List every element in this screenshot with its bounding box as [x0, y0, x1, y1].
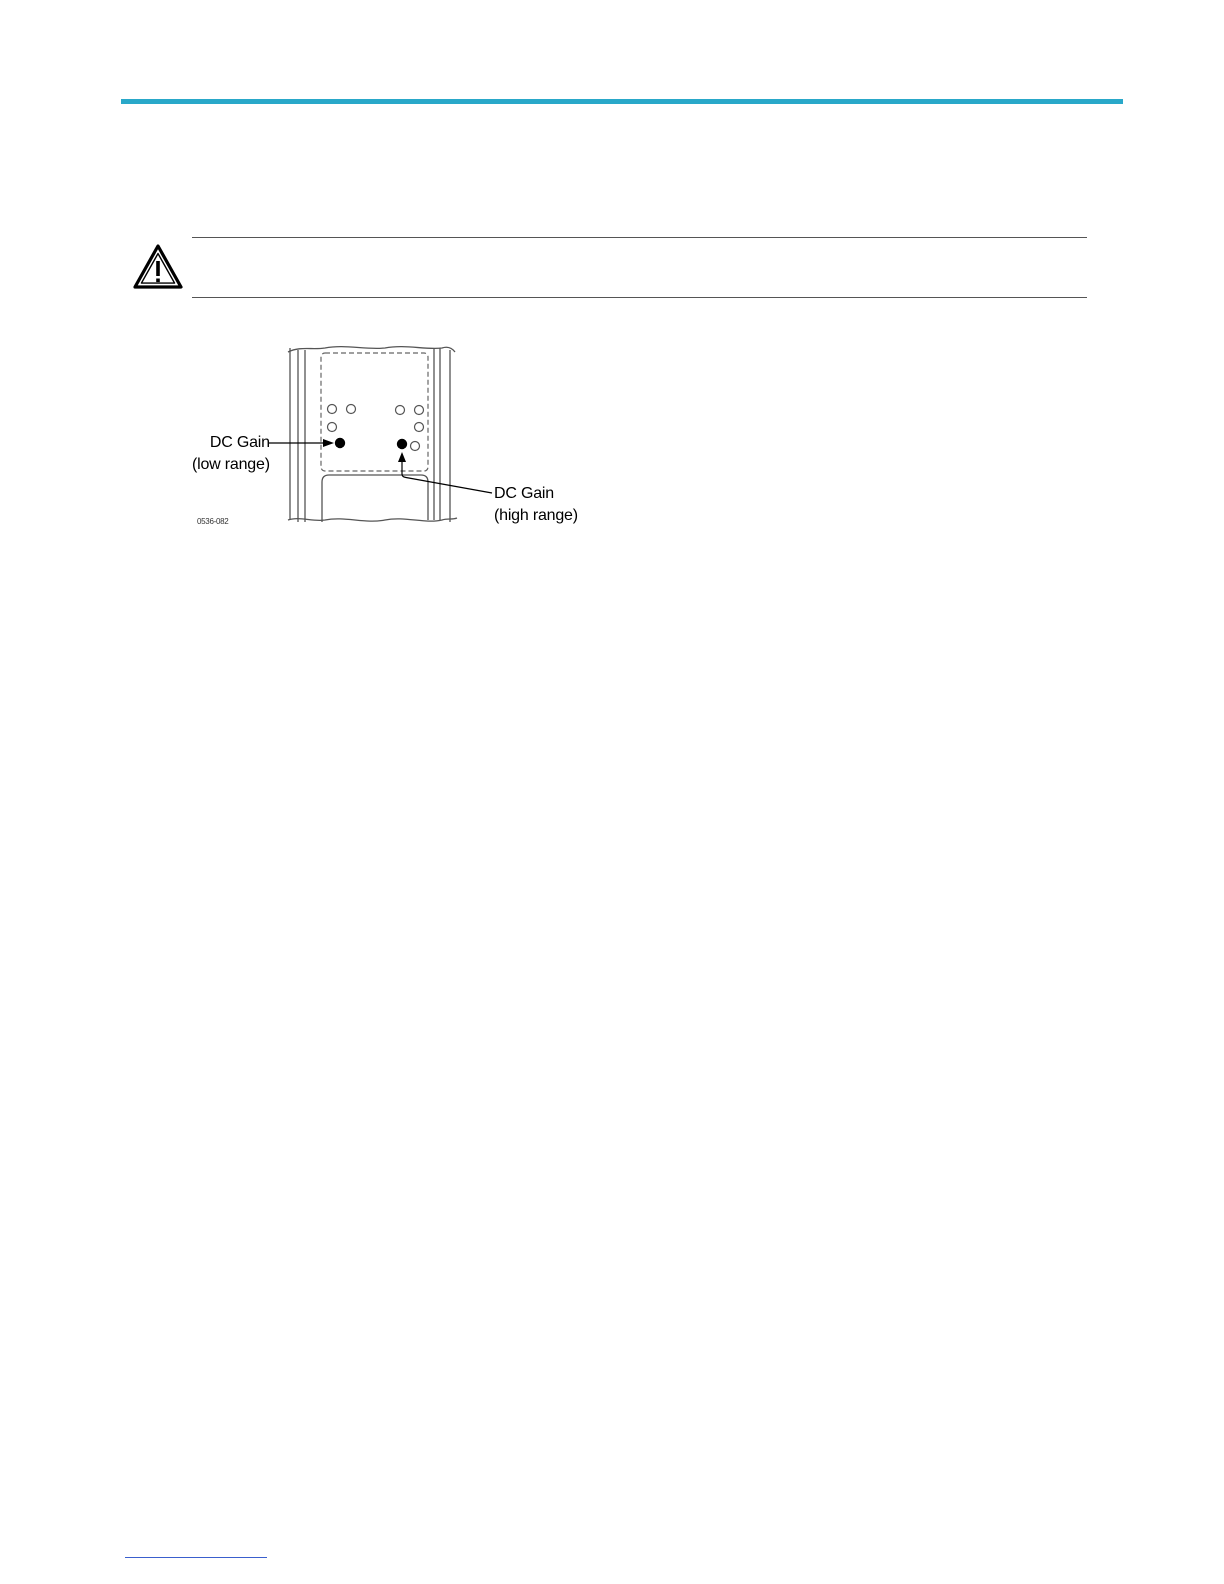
high-range-arrowhead	[398, 452, 406, 462]
header-rule	[121, 99, 1123, 104]
dc-gain-high-range-label	[494, 483, 578, 527]
dc-gain-high-line2: (high range)	[494, 507, 578, 524]
board-bottom-edge	[288, 518, 457, 521]
test-point	[328, 423, 337, 432]
low-range-arrowhead	[323, 439, 334, 447]
footer-link-underline[interactable]	[125, 1557, 267, 1558]
test-point	[328, 405, 337, 414]
caution-rule-bottom	[192, 297, 1087, 298]
caution-rule-top	[192, 237, 1087, 238]
dc-gain-high-range-pot	[397, 439, 407, 449]
test-point	[396, 406, 405, 415]
dc-gain-low-line1: DC Gain	[209, 434, 270, 451]
dc-gain-low-line2: (low range)	[192, 456, 270, 473]
test-point	[415, 406, 424, 415]
figure-code: 0536-082	[197, 517, 229, 526]
test-point	[347, 405, 356, 414]
test-point	[411, 442, 420, 451]
board-top-edge	[288, 347, 455, 352]
caution-triangle-icon	[132, 243, 184, 291]
dc-gain-low-range-label	[192, 432, 270, 476]
dc-gain-high-line1: DC Gain	[494, 485, 554, 502]
dc-gain-low-range-pot	[335, 438, 345, 448]
adjustment-area-outline	[321, 353, 428, 471]
high-range-leader	[402, 461, 492, 493]
test-point	[415, 423, 424, 432]
